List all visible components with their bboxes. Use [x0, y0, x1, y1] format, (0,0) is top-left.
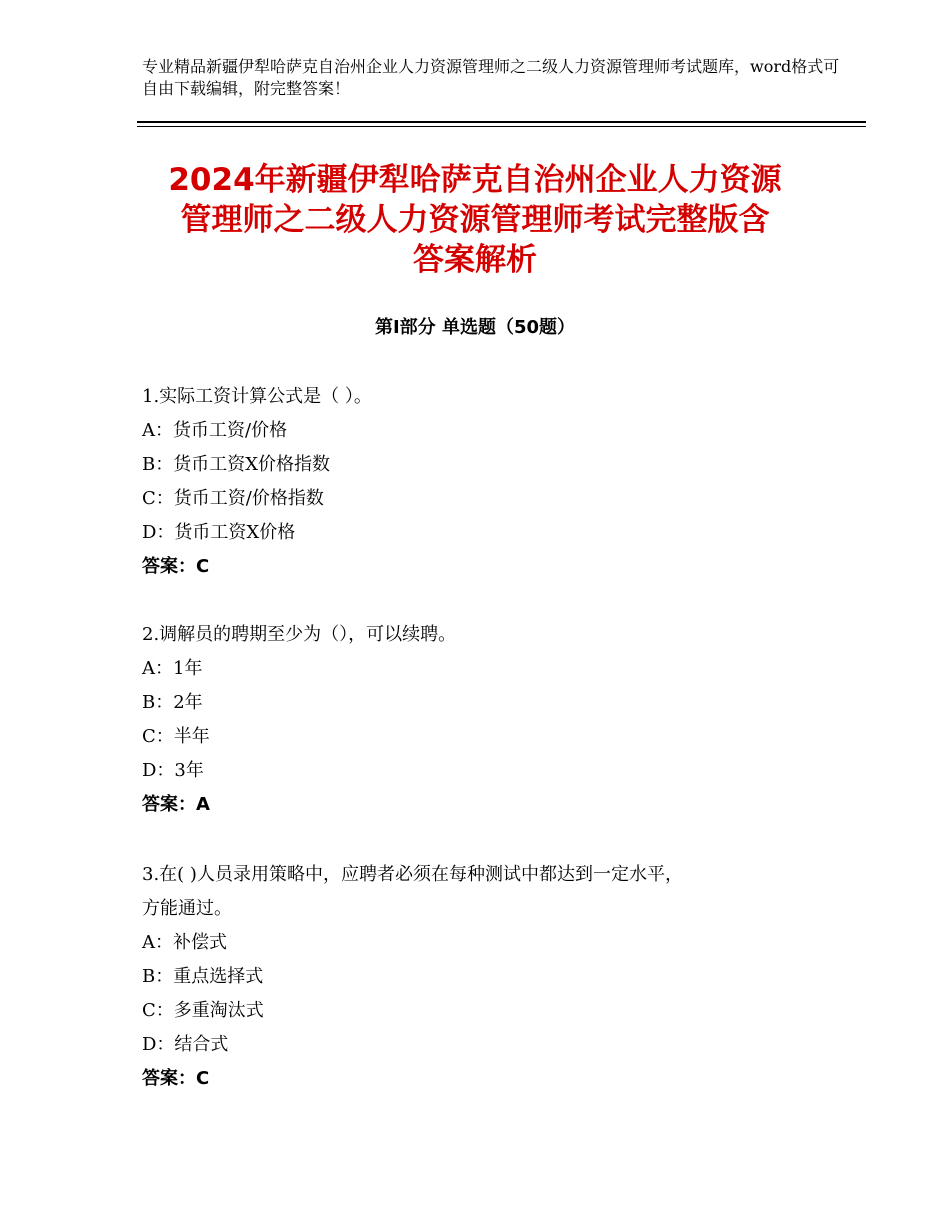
option-a: A：补偿式	[142, 932, 227, 953]
option-d: D：货币工资X价格	[142, 522, 296, 543]
title-line: 管理师之二级人力资源管理师考试完整版含	[180, 202, 770, 238]
title-line: 2024年新疆伊犁哈萨克自治州企业人力资源	[168, 162, 782, 198]
question-2	[142, 618, 822, 822]
option-c: C：半年	[142, 726, 210, 747]
answer: 答案：A	[142, 794, 210, 815]
question-stem-continued: 方能通过。	[142, 898, 232, 919]
option-d: D：3年	[142, 760, 204, 781]
option-b: B：货币工资X价格指数	[142, 454, 331, 475]
answer: 答案：C	[142, 556, 210, 577]
option-a: A：货币工资/价格	[142, 420, 288, 441]
answer: 答案：C	[142, 1068, 210, 1089]
header-rule-thin	[137, 126, 866, 127]
option-b: B：2年	[142, 692, 203, 713]
option-c: C：货币工资/价格指数	[142, 488, 324, 509]
option-c: C：多重淘汰式	[142, 1000, 264, 1021]
option-b: B：重点选择式	[142, 966, 264, 987]
title-line: 答案解析	[413, 242, 537, 278]
question-1	[142, 380, 822, 584]
header-rule-thick	[137, 121, 866, 123]
section-title: 第Ⅰ部分 单选题（50题）	[374, 317, 575, 338]
question-stem: 3.在( )人员录用策略中，应聘者必须在每种测试中都达到一定水平，	[142, 864, 683, 885]
question-stem: 2.调解员的聘期至少为（），可以续聘。	[142, 624, 457, 645]
question-stem: 1.实际工资计算公式是（ ）。	[142, 386, 372, 407]
header-note: 专业精品新疆伊犁哈萨克自治州企业人力资源管理师之二级人力资源管理师考试题库，word格式可自由下载编辑，附完整答案！	[142, 57, 840, 98]
option-a: A：1年	[142, 658, 203, 679]
document-title	[120, 160, 830, 280]
option-d: D：结合式	[142, 1034, 229, 1055]
question-3	[142, 858, 822, 1096]
